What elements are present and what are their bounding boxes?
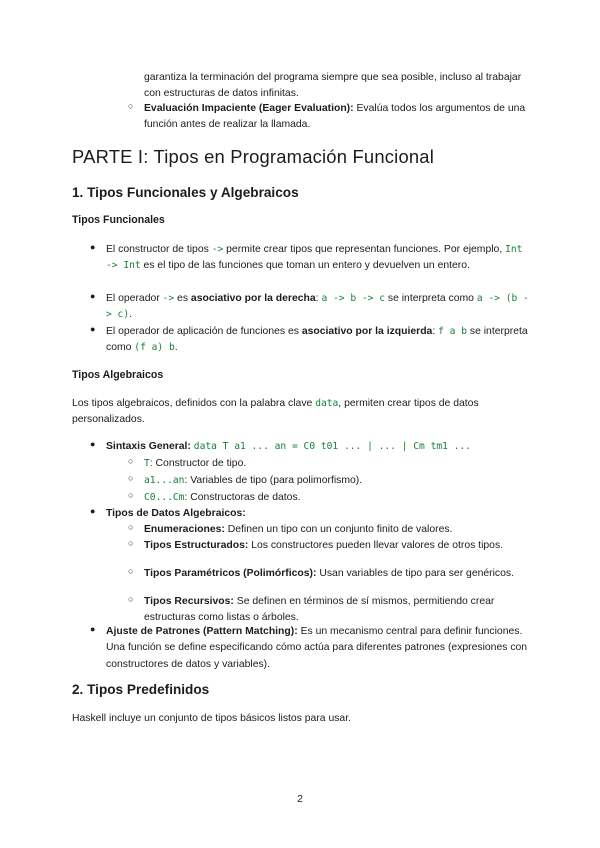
hollow-bullet-icon: ○: [128, 456, 134, 466]
list-item-eager: ○ Evaluación Impaciente (Eager Evaluation): Evalúa todos los argumentos de una función antes de realizar la llamada.: [128, 101, 526, 131]
list-item-recursivos: ○ Tipos Recursivos: Se definen en términos de sí mismos, permitiendo crear estructuras como listas o árboles.: [128, 594, 495, 624]
hollow-bullet-icon: ○: [128, 538, 134, 548]
list-item-right-assoc: ● El operador -> es asociativo por la derecha: a -> b -> c se interpreta como a -> (b -> c).: [90, 291, 529, 321]
bullet-icon: ●: [90, 291, 96, 301]
section-title-2: 2. Tipos Predefinidos: [72, 682, 210, 697]
page-number: 2: [297, 794, 303, 805]
hollow-bullet-icon: ○: [128, 566, 134, 576]
heading-tipos-algebraicos: Tipos Algebraicos: [72, 369, 164, 381]
list-item-parametricos: ○ Tipos Paramétricos (Polimórficos): Usan variables de tipo para ser genéricos.: [128, 566, 514, 579]
section2-text: Haskell incluye un conjunto de tipos básicos listos para usar.: [72, 713, 351, 724]
list-item-syntax-T: ○ T: Constructor de tipo.: [128, 456, 247, 469]
list-item-syntax-constructors: ○ C0...Cm: Constructoras de datos.: [128, 490, 301, 503]
part-title: PARTE I: Tipos en Programación Funcional: [72, 146, 435, 167]
algebraic-intro: Los tipos algebraicos, definidos con la palabra clave data, permiten crear tipos de datos personalizados.: [72, 398, 479, 426]
list-item-syntax-vars: ○ a1...an: Variables de tipo (para polimorfismo).: [128, 473, 363, 486]
bullet-icon: ●: [90, 624, 96, 634]
list-item-left-assoc: ● El operador de aplicación de funciones es asociativo por la izquierda: f a b se interpreta como (f a) b.: [90, 324, 528, 354]
list-item-estructurados: ○ Tipos Estructurados: Los constructores pueden llevar valores de otros tipos.: [128, 538, 504, 551]
bullet-icon: ●: [90, 506, 96, 516]
bullet-icon: ●: [90, 242, 96, 252]
hollow-bullet-icon: ○: [128, 522, 134, 532]
bullet-icon: ●: [90, 324, 96, 334]
hollow-bullet-icon: ○: [128, 594, 134, 604]
heading-tipos-funcionales: Tipos Funcionales: [72, 214, 165, 226]
list-item-constructor: ● El constructor de tipos -> permite crear tipos que representan funciones. Por ejemplo, Int -> Int es el tipo de las funciones que toman un entero y devuelven un entero.: [90, 242, 523, 272]
hollow-bullet-icon: ○: [128, 473, 134, 483]
list-item-kinds: ● Tipos de Datos Algebraicos:: [90, 506, 246, 519]
section-title-1: 1. Tipos Funcionales y Algebraicos: [72, 185, 299, 200]
bullet-icon: ●: [90, 439, 96, 449]
hollow-bullet-icon: ○: [128, 490, 134, 500]
list-item-pattern-matching: ● Ajuste de Patrones (Pattern Matching): Es un mecanismo central para definir funciones. Una función se define especificando cómo actúa para diferentes patrones (expresiones con constructores de datos y variables).: [90, 624, 528, 670]
list-item-enumeraciones: ○ Enumeraciones: Definen un tipo con un conjunto finito de valores.: [128, 522, 453, 535]
hollow-bullet-icon: ○: [128, 101, 134, 111]
list-item-syntax: ● Sintaxis General: data T a1 ... an = C0 t01 ... | ... | Cm tm1 ...: [90, 439, 472, 452]
intro-continuation: garantiza la terminación del programa siempre que sea posible, incluso al trabajar con estructuras de datos infinitas.: [144, 72, 522, 100]
